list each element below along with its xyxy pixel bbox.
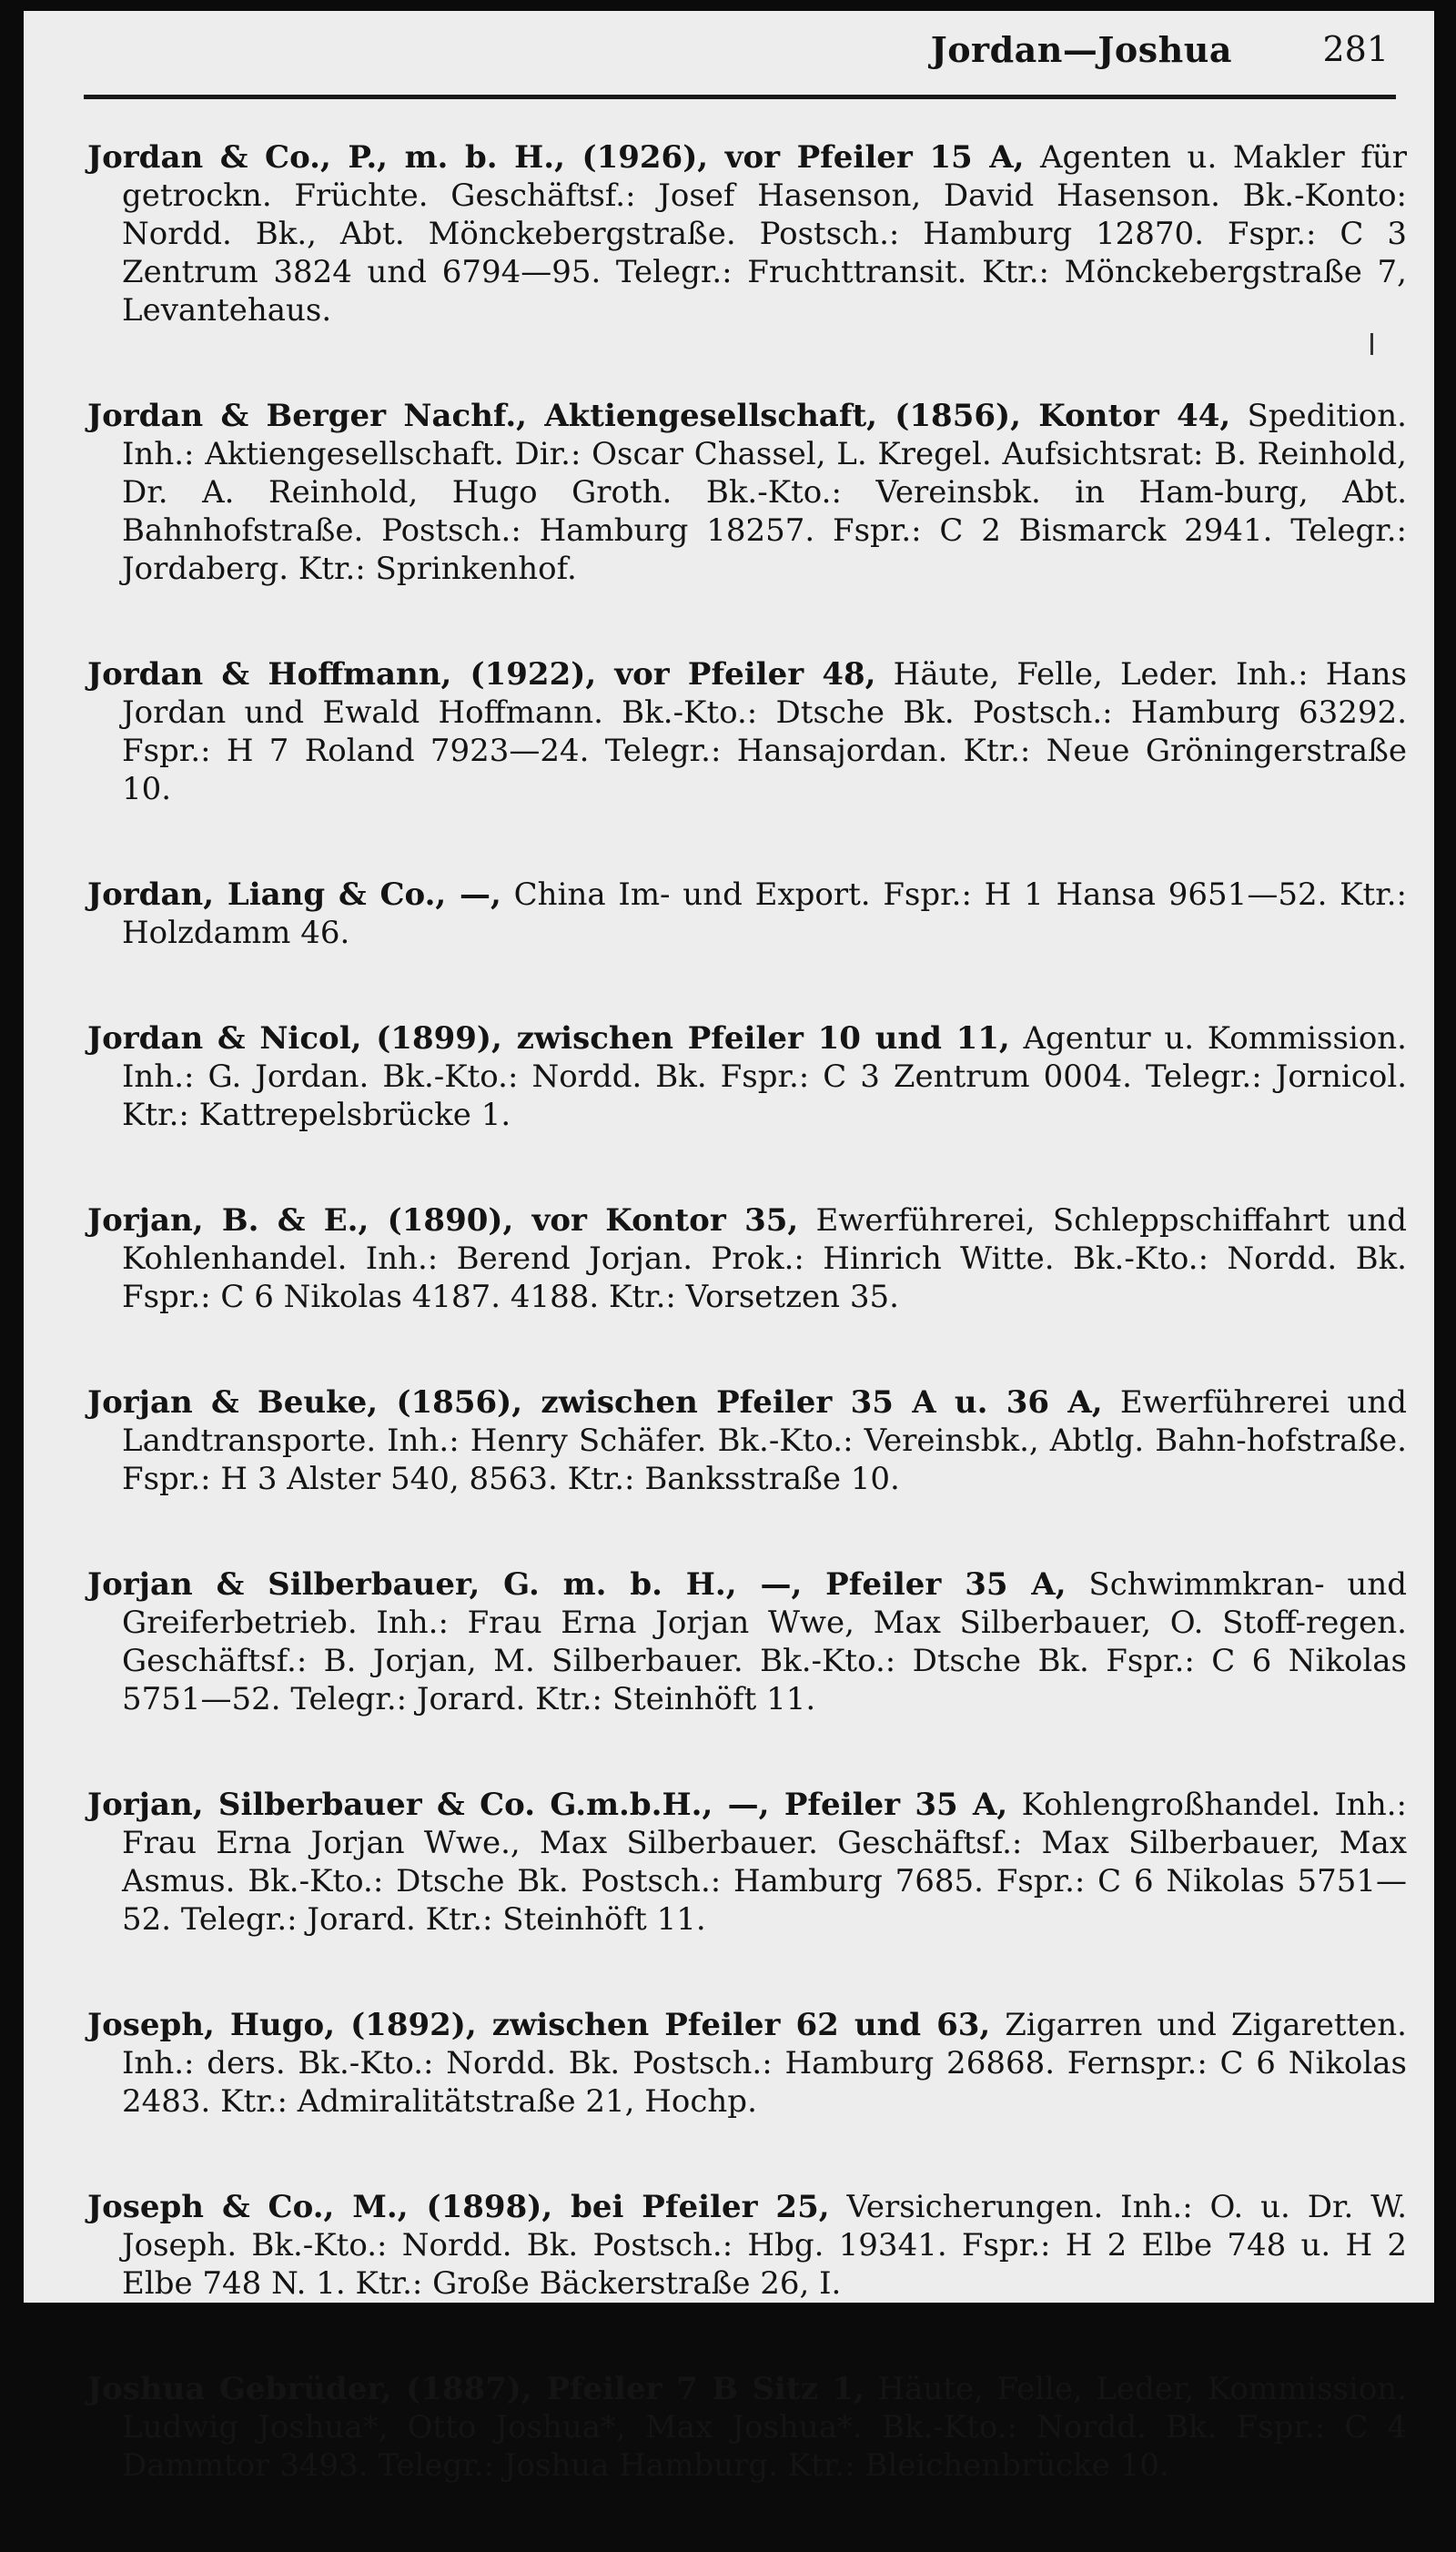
- directory-entry: [87, 397, 1407, 588]
- entry-details: Spedition. Inh.: Aktiengesellschaft. Dir.: Oscar Chassel, L. Kregel. Aufsichtsrat: B. Reinhold, Dr. A. Reinhold, Hugo Groth. Bk.-Kto.: Vereinsbk. in Ham-burg, Abt. Bahnhofstraße. Postsch.: Hamburg 18257. Fspr.: C 2 Bismarck 2941. Telegr.: Jordaberg. Ktr.: Sprinkenhof.: [122, 398, 1407, 587]
- directory-entry: [87, 138, 1407, 329]
- directory-entry: [87, 1565, 1407, 1718]
- directory-entry: [87, 2006, 1407, 2121]
- entry-details: Ewerführerei und Landtransporte. Inh.: Henry Schäfer. Bk.-Kto.: Vereinsbk., Abtlg. Bahn-hofstraße. Fspr.: H 3 Alster 540, 8563. Ktr.: Banksstraße 10.: [122, 1384, 1407, 1497]
- entry-name: Jordan & Co., P., m. b. H., (1926), vor Pfeiler 15 A,: [87, 139, 1025, 176]
- entry-details: Versicherungen. Inh.: O. u. Dr. W. Joseph. Bk.-Kto.: Nordd. Bk. Postsch.: Hbg. 19341. Fspr.: H 2 Elbe 748 u. H 2 Elbe 748 N. 1. Ktr.: Große Bäckerstraße 26, I.: [122, 2189, 1407, 2302]
- entry-details: Häute, Felle, Leder, Kommission. Ludwig Joshua*, Otto Joshua*, Max Joshua*. Bk.-Kto.: Nordd. Bk. Fspr.: C 4 Dammtor 3493. Telegr.: Joshua Hamburg. Ktr.: Bleichenbrücke 10.: [122, 2371, 1408, 2484]
- entry-name: Jorjan, B. & E., (1890), vor Kontor 35,: [87, 1202, 799, 1239]
- directory-entry: [87, 655, 1407, 808]
- entry-details: Schwimmkran- und Greiferbetrieb. Inh.: Frau Erna Jorjan Wwe, Max Silberbauer, O. Stoff-regen. Geschäftsf.: B. Jorjan, M. Silberbauer. Bk.-Kto.: Dtsche Bk. Fspr.: C 6 Nikolas 5751—52. Telegr.: Jorard. Ktr.: Steinhöft 11.: [122, 1566, 1407, 1717]
- entry-name: Jorjan, Silberbauer & Co. G.m.b.H., —, Pfeiler 35 A,: [87, 1787, 1008, 1823]
- entry-details: China Im- und Export. Fspr.: H 1 Hansa 9651—52. Ktr.: Holzdamm 46.: [122, 876, 1407, 951]
- directory-page: [24, 11, 1434, 2484]
- entry-details: Agentur u. Kommission. Inh.: G. Jordan. Bk.-Kto.: Nordd. Bk. Fspr.: C 3 Zentrum 0004. Telegr.: Jornicol. Ktr.: Kattrepelsbrücke 1.: [122, 1020, 1407, 1133]
- page-header: [84, 11, 1396, 99]
- running-title: Jordan—Joshua: [930, 29, 1232, 70]
- entry-details: Zigarren und Zigaretten. Inh.: ders. Bk.-Kto.: Nordd. Bk. Postsch.: Hamburg 26868. Fernspr.: C 6 Nikolas 2483. Ktr.: Admiralitätstraße 21, Hochp.: [122, 2007, 1407, 2120]
- directory-entry: [87, 1019, 1407, 1134]
- entry-name: Joshua Gebrüder, (1887), Pfeiler 7 B Sitz 1,: [87, 2371, 864, 2407]
- entry-name: Joseph & Co., M., (1898), bei Pfeiler 25,: [87, 2189, 830, 2225]
- directory-entry: [87, 1201, 1407, 1316]
- entry-details: Ewerführerei, Schleppschiffahrt und Kohlenhandel. Inh.: Berend Jorjan. Prok.: Hinrich Witte. Bk.-Kto.: Nordd. Bk. Fspr.: C 6 Nikolas 4187. 4188. Ktr.: Vorsetzen 35.: [122, 1202, 1407, 1315]
- entry-name: Jordan, Liang & Co., —,: [87, 876, 501, 913]
- directory-entry: [87, 876, 1407, 952]
- entry-name: Jordan & Berger Nachf., Aktiengesellschaft, (1856), Kontor 44,: [87, 398, 1231, 434]
- entry-details: Häute, Felle, Leder. Inh.: Hans Jordan und Ewald Hoffmann. Bk.-Kto.: Dtsche Bk. Postsch.: Hamburg 63292. Fspr.: H 7 Roland 7923—24. Telegr.: Hansajordan. Ktr.: Neue Gröningerstraße 10.: [122, 656, 1407, 807]
- entry-name: Jordan & Hoffmann, (1922), vor Pfeiler 48,: [87, 656, 876, 693]
- entry-name: Jorjan & Silberbauer, G. m. b. H., —, Pfeiler 35 A,: [87, 1566, 1067, 1603]
- directory-entry: [87, 1383, 1407, 1498]
- entry-name: Jorjan & Beuke, (1856), zwischen Pfeiler 35 A u. 36 A,: [87, 1384, 1103, 1421]
- entry-list: [87, 138, 1407, 2552]
- entry-name: Jordan & Nicol, (1899), zwischen Pfeiler 10 und 11,: [87, 1020, 1010, 1057]
- page-number: 281: [1322, 29, 1389, 69]
- entry-name: Joseph, Hugo, (1892), zwischen Pfeiler 62 und 63,: [87, 2007, 991, 2043]
- entry-details: Agenten u. Makler für getrockn. Früchte. Geschäftsf.: Josef Hasenson, David Hasenson. Bk.-Konto: Nordd. Bk., Abt. Mönckebergstraße. Postsch.: Hamburg 12870. Fspr.: C 3 Zentrum 3824 und 6794—95. Telegr.: Fruchttransit. Ktr.: Mönckebergstraße 7, Levantehaus.: [122, 139, 1407, 329]
- directory-entry: [87, 2370, 1407, 2485]
- directory-entry: [87, 2188, 1407, 2303]
- entry-details: Kohlengroßhandel. Inh.: Frau Erna Jorjan Wwe., Max Silberbauer. Geschäftsf.: Max Silberbauer, Max Asmus. Bk.-Kto.: Dtsche Bk. Postsch.: Hamburg 7685. Fspr.: C 6 Nikolas 5751—52. Telegr.: Jorard. Ktr.: Steinhöft 11.: [122, 1787, 1407, 1938]
- directory-entry: [87, 1786, 1407, 1939]
